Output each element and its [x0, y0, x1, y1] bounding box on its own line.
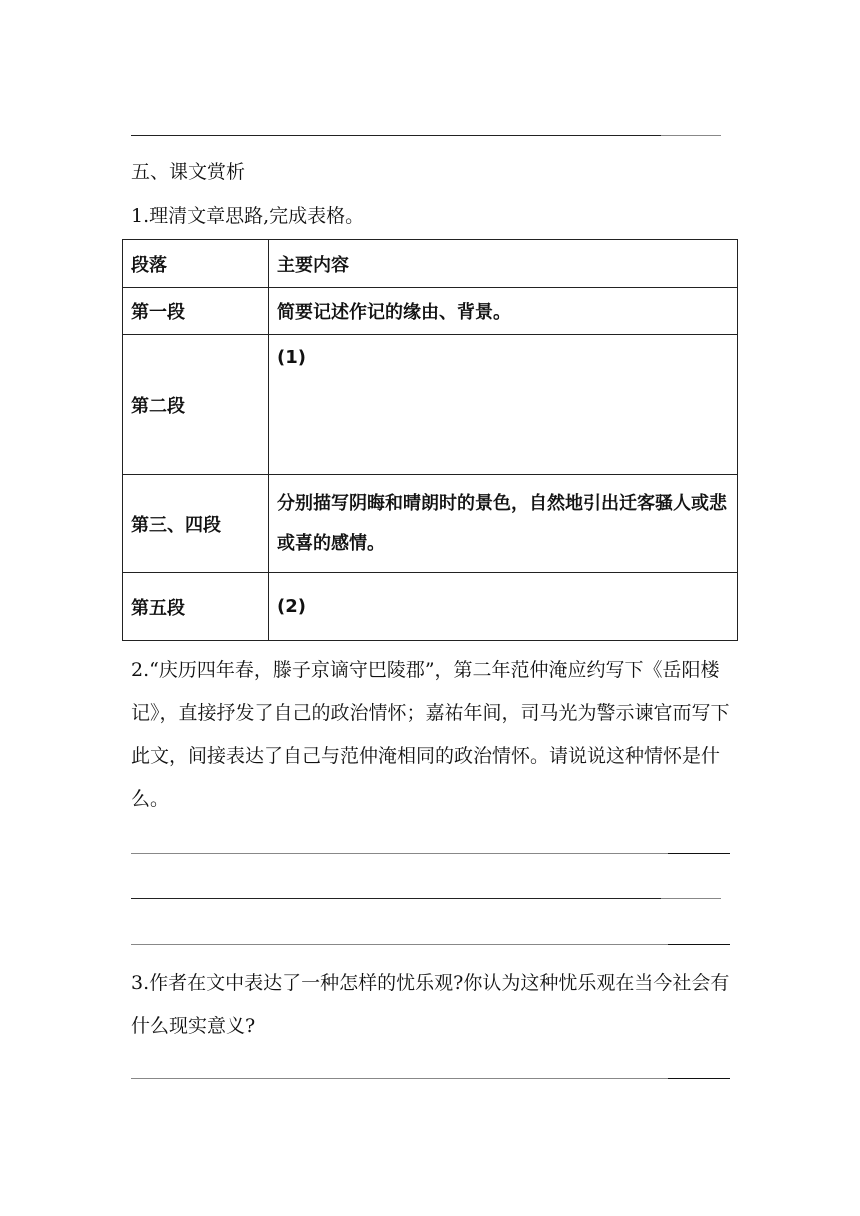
- table-row: [123, 288, 738, 335]
- row-content: 简要记述作记的缘由、背景。: [269, 288, 738, 335]
- question-1-prompt: 1.理清文章思路,完成表格。: [131, 205, 365, 227]
- header-main-content: 主要内容: [269, 240, 738, 288]
- row-content: 分别描写阴晦和晴朗时的景色，自然地引出迁客骚人或悲或喜的感情。: [269, 475, 738, 573]
- question-3-text: 3.作者在文中表达了一种怎样的忧乐观?你认为这种忧乐观在当今社会有什么现实意义?: [131, 972, 730, 1037]
- table-row: [123, 573, 738, 641]
- row-paragraph: 第三、四段: [123, 475, 269, 573]
- content-table: [122, 239, 738, 641]
- row-paragraph: 第一段: [123, 288, 269, 335]
- row-paragraph: 第二段: [123, 335, 269, 475]
- answer-blank-1[interactable]: (1): [269, 335, 738, 475]
- section-title: 五、课文赏析: [131, 161, 246, 183]
- question-2-text: 2.“庆历四年春，滕子京谪守巴陵郡”，第二年范仲淹应约写下《岳阳楼记》，直接抒发了自己的政治情怀；嘉祐年间，司马光为警示谏官而写下此文，间接表达了自己与范仲淹相同的政治情怀。请说说这种情怀是什么。: [131, 659, 730, 810]
- table-row: [123, 335, 738, 475]
- row-paragraph: 第五段: [123, 573, 269, 641]
- answer-blank-2[interactable]: (2): [269, 573, 738, 641]
- header-paragraph: 段落: [123, 240, 269, 288]
- table-row: [123, 475, 738, 573]
- table-header-row: [123, 240, 738, 288]
